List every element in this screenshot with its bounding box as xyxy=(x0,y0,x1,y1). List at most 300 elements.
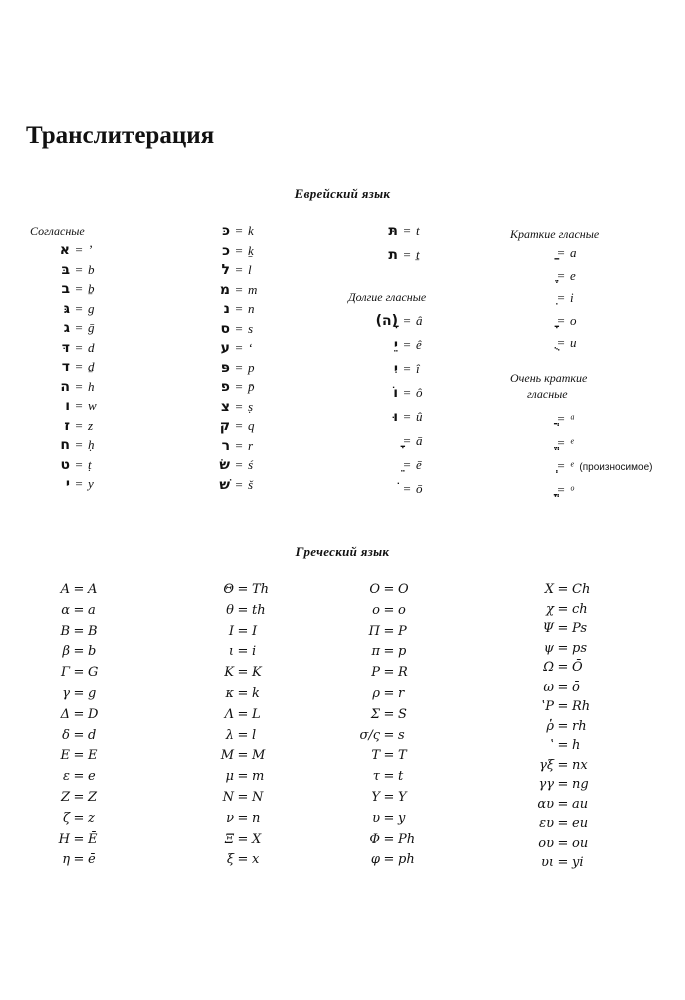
transliteration: ṯ xyxy=(416,247,420,262)
source-letter: ʽΡ xyxy=(541,699,554,714)
source-letter: פּ xyxy=(220,359,230,376)
hebrew-long-vowel-row xyxy=(368,433,423,451)
greek-letter-row xyxy=(40,707,98,725)
transliteration: p xyxy=(248,359,255,375)
equals-sign: = xyxy=(403,337,411,352)
source-letter: כ xyxy=(222,242,230,259)
source-letter: φ xyxy=(370,852,380,868)
hebrew-long-vowel-row xyxy=(368,385,423,403)
hebrew-consonant-row xyxy=(368,223,420,241)
transliteration: Z xyxy=(88,790,98,805)
transliteration: r xyxy=(248,437,254,453)
equals-sign: = xyxy=(557,582,569,597)
source-letter: Ε xyxy=(60,748,70,764)
source-letter: Ρ xyxy=(371,665,380,681)
transliteration: i xyxy=(570,290,574,305)
equals-sign: = xyxy=(235,437,243,453)
equals-sign: = xyxy=(383,582,395,597)
equals-sign: = xyxy=(383,665,395,681)
source-letter: ל xyxy=(221,262,230,278)
transliteration: r xyxy=(398,686,405,701)
transliteration: ê xyxy=(416,337,422,352)
greek-section-title: Греческий язык xyxy=(295,544,390,559)
source-letter: υ xyxy=(372,810,380,826)
source-letter: Ι xyxy=(228,623,234,639)
transliteration: d xyxy=(88,727,97,743)
equals-sign: = xyxy=(73,790,85,805)
equals-sign: = xyxy=(557,290,565,305)
source-letter xyxy=(528,335,552,351)
greek-letter-row xyxy=(40,686,96,704)
transliteration: X xyxy=(252,831,262,847)
hebrew-consonant-row xyxy=(368,247,420,265)
greek-letter-row xyxy=(520,738,580,756)
transliteration: x xyxy=(252,852,260,868)
transliteration: ḥ xyxy=(88,437,95,452)
hebrew-consonant-row xyxy=(200,340,252,358)
source-letter: ה xyxy=(60,378,70,395)
source-letter: γγ xyxy=(538,777,554,792)
equals-sign: = xyxy=(557,816,569,831)
source-letter: Λ xyxy=(224,706,234,722)
equals-sign: = xyxy=(557,660,569,675)
equals-sign: = xyxy=(237,644,249,660)
transliteration: ps xyxy=(572,640,587,656)
source-letter: Ν xyxy=(222,790,234,805)
equals-sign: = xyxy=(237,623,249,639)
greek-letter-row xyxy=(40,644,96,662)
transliteration: D xyxy=(88,706,99,722)
greek-letter-row xyxy=(200,811,260,829)
greek-letter-row xyxy=(340,665,408,683)
transliteration: N xyxy=(252,790,264,805)
transliteration: o xyxy=(398,602,406,618)
hebrew-short-vowel-row xyxy=(528,268,576,286)
transliteration: th xyxy=(252,602,266,618)
equals-sign: = xyxy=(403,457,411,472)
hebrew-long-vowel-row xyxy=(368,409,423,427)
source-letter: Τ xyxy=(371,748,380,764)
hebrew-consonant-row xyxy=(40,476,94,494)
equals-sign: = xyxy=(383,686,395,701)
transliteration: n xyxy=(252,810,261,826)
equals-sign: = xyxy=(75,281,83,296)
equals-sign: = xyxy=(73,623,85,639)
source-letter xyxy=(368,481,398,497)
transliteration: ʻ xyxy=(248,340,253,355)
very-short-vowels-label-2: гласные xyxy=(527,387,568,401)
very-short-vowels-label-1: Очень краткие xyxy=(510,371,588,385)
transliteration: yi xyxy=(572,855,584,870)
transliteration: l xyxy=(248,262,252,277)
greek-letter-row xyxy=(200,624,257,642)
greek-letter-row xyxy=(520,582,590,600)
greek-letter-row xyxy=(340,644,406,662)
source-letter: Υ xyxy=(371,790,380,805)
equals-sign: = xyxy=(75,378,83,394)
transliteration: rh xyxy=(572,718,587,734)
greek-letter-row xyxy=(340,582,409,600)
source-letter: θ xyxy=(226,602,234,618)
equals-sign: = xyxy=(75,398,83,413)
source-letter: ω xyxy=(543,679,554,695)
transliteration: ē xyxy=(416,457,422,472)
equals-sign: = xyxy=(557,481,565,497)
equals-sign: = xyxy=(237,810,249,826)
hebrew-consonant-row xyxy=(40,320,95,338)
greek-letter-row xyxy=(340,728,405,746)
equals-sign: = xyxy=(383,790,395,805)
greek-letter-row xyxy=(340,603,406,621)
source-letter: π xyxy=(371,644,380,660)
transliteration: Ē xyxy=(88,831,98,847)
transliteration: ô xyxy=(416,385,423,400)
equals-sign: = xyxy=(237,665,249,681)
source-letter xyxy=(368,457,398,473)
source-letter: ע xyxy=(220,340,230,356)
source-letter: λ xyxy=(225,727,234,743)
hebrew-consonant-row xyxy=(40,398,97,416)
transliteration: u xyxy=(570,335,577,350)
equals-sign: = xyxy=(235,418,243,433)
hebrew-consonant-row xyxy=(200,457,253,475)
equals-sign: = xyxy=(383,852,395,868)
transliteration: g xyxy=(88,686,97,701)
source-letter: ג xyxy=(63,320,70,336)
short-vowels-label: Краткие гласные xyxy=(510,227,600,241)
transliteration: q xyxy=(248,418,255,433)
source-letter xyxy=(528,458,552,474)
transliteration: ō xyxy=(572,679,580,695)
source-letter: η xyxy=(62,852,70,868)
source-letter: σ/ς xyxy=(359,727,380,743)
equals-sign: = xyxy=(75,261,83,277)
greek-letter-row xyxy=(40,769,96,787)
greek-letter-row xyxy=(200,582,269,600)
source-letter: ευ xyxy=(539,816,554,831)
equals-sign: = xyxy=(237,790,249,805)
source-letter: κ xyxy=(225,686,234,701)
source-letter: Γ xyxy=(60,665,70,681)
transliteration: K xyxy=(252,665,262,681)
hebrew-long-vowel-row xyxy=(368,481,423,499)
transliteration: t xyxy=(416,223,420,238)
transliteration: h xyxy=(88,378,95,394)
source-letter xyxy=(528,435,552,451)
greek-letter-row xyxy=(200,769,264,787)
equals-sign: = xyxy=(237,748,249,764)
equals-sign: = xyxy=(237,852,249,868)
transliteration: ᵉ xyxy=(570,458,574,473)
equals-sign: = xyxy=(237,686,249,701)
equals-sign: = xyxy=(73,810,85,826)
source-letter: יֵ xyxy=(393,337,398,353)
equals-sign: = xyxy=(73,665,85,681)
transliteration: ō xyxy=(416,481,423,496)
hebrew-long-vowel-row xyxy=(368,361,420,379)
source-letter: ξ xyxy=(226,852,234,868)
equals-sign: = xyxy=(73,769,85,785)
transliteration: p xyxy=(398,644,407,660)
hebrew-section-title: Еврейский язык xyxy=(294,186,391,201)
transliteration: ou xyxy=(572,835,589,851)
greek-letter-row xyxy=(340,769,403,787)
greek-letter-row xyxy=(520,758,588,776)
hebrew-very-short-vowel-row xyxy=(528,482,574,500)
source-letter: ῥ xyxy=(546,718,554,734)
greek-letter-row xyxy=(340,811,405,829)
hebrew-consonant-row xyxy=(200,243,254,261)
transliteration: î xyxy=(416,361,420,376)
source-letter: (ה)ָ xyxy=(375,313,398,329)
source-letter: Α xyxy=(60,582,70,597)
page-title: Транслитерация xyxy=(26,122,215,149)
equals-sign: = xyxy=(557,855,569,870)
greek-letter-row xyxy=(200,852,259,870)
equals-sign: = xyxy=(237,602,249,618)
hebrew-very-short-vowel-row xyxy=(528,458,652,476)
greek-letter-row xyxy=(520,777,589,795)
hebrew-consonant-row xyxy=(200,360,255,378)
source-letter: ι xyxy=(228,644,234,660)
equals-sign: = xyxy=(557,267,565,283)
transliteration: y xyxy=(88,476,94,491)
hebrew-consonant-row xyxy=(200,223,254,241)
transliteration: l xyxy=(252,727,257,743)
source-letter: בּ xyxy=(61,261,70,278)
transliteration: Th xyxy=(252,582,270,597)
transliteration: z xyxy=(88,810,95,826)
transliteration: ś xyxy=(248,457,254,472)
equals-sign: = xyxy=(73,686,85,701)
hebrew-consonant-row xyxy=(40,242,92,260)
transliteration: b xyxy=(88,261,95,277)
source-letter: ב xyxy=(61,281,70,297)
transliteration: a xyxy=(570,245,577,260)
equals-sign: = xyxy=(237,831,249,847)
greek-letter-row xyxy=(40,811,95,829)
source-letter: Ξ xyxy=(224,831,234,847)
transliteration: L xyxy=(252,706,261,722)
equals-sign: = xyxy=(557,757,569,773)
source-letter: ο xyxy=(372,602,380,618)
transliteration: ᵉ xyxy=(570,434,574,450)
greek-letter-row xyxy=(340,624,407,642)
equals-sign: = xyxy=(557,621,569,636)
transliteration: G xyxy=(88,665,99,681)
greek-letter-row xyxy=(40,790,97,808)
hebrew-long-vowel-row xyxy=(368,337,422,355)
hebrew-consonant-row xyxy=(40,340,95,358)
greek-letter-row xyxy=(520,797,588,815)
source-letter: Κ xyxy=(224,665,234,681)
transliteration: ṣ xyxy=(248,398,254,414)
equals-sign: = xyxy=(75,476,83,491)
transliteration: S xyxy=(398,706,407,722)
source-letter: וּ xyxy=(393,409,398,425)
transliteration: Rh xyxy=(572,699,591,714)
greek-letter-row xyxy=(520,719,587,737)
source-letter: Π xyxy=(368,623,380,639)
pronounced-note: (произносимое) xyxy=(579,462,653,473)
source-letter: Σ xyxy=(370,706,380,722)
source-letter: Ο xyxy=(369,582,380,597)
transliteration: s xyxy=(248,320,254,336)
equals-sign: = xyxy=(557,335,565,350)
greek-letter-row xyxy=(340,832,415,850)
hebrew-consonant-row xyxy=(40,301,95,319)
equals-sign: = xyxy=(403,313,411,328)
equals-sign: = xyxy=(75,339,83,355)
greek-letter-row xyxy=(200,707,261,725)
greek-letter-row xyxy=(40,665,98,683)
source-letter: ψ xyxy=(543,640,554,656)
source-letter: χ xyxy=(546,601,554,617)
equals-sign: = xyxy=(403,247,411,262)
greek-letter-row xyxy=(200,832,261,850)
hebrew-long-vowel-row xyxy=(368,457,422,475)
transliteration: ā xyxy=(416,433,423,448)
equals-sign: = xyxy=(73,727,85,743)
source-letter: כּ xyxy=(222,223,230,239)
equals-sign: = xyxy=(73,602,85,618)
transliteration: ʼ xyxy=(88,242,93,257)
source-letter: Χ xyxy=(544,582,554,597)
hebrew-consonant-row xyxy=(200,438,253,456)
hebrew-consonant-row xyxy=(40,359,95,377)
source-letter: שׁ xyxy=(219,476,230,493)
greek-letter-row xyxy=(520,836,588,854)
equals-sign: = xyxy=(403,385,411,400)
equals-sign: = xyxy=(73,748,85,764)
greek-letter-row xyxy=(40,832,98,850)
transliteration: m xyxy=(248,281,258,297)
transliteration: ch xyxy=(572,601,588,617)
equals-sign: = xyxy=(383,727,395,743)
hebrew-consonant-row xyxy=(40,379,95,397)
equals-sign: = xyxy=(383,769,395,785)
source-letter: γξ xyxy=(539,757,554,773)
transliteration: au xyxy=(572,796,589,812)
greek-letter-row xyxy=(520,699,590,717)
equals-sign: = xyxy=(557,245,565,260)
equals-sign: = xyxy=(403,361,411,376)
source-letter: ז xyxy=(64,417,70,434)
transliteration: E xyxy=(88,748,98,764)
transliteration: Ph xyxy=(398,831,416,847)
equals-sign: = xyxy=(73,831,85,847)
source-letter: צ xyxy=(220,398,230,415)
source-letter: ק xyxy=(219,418,230,434)
source-letter: ου xyxy=(538,835,554,851)
transliteration: R xyxy=(398,665,408,681)
source-letter: Μ xyxy=(220,748,234,764)
transliteration: w xyxy=(88,398,97,413)
equals-sign: = xyxy=(235,262,243,277)
transliteration: T xyxy=(398,748,407,764)
greek-letter-row xyxy=(200,665,262,683)
hebrew-short-vowel-row xyxy=(528,290,574,308)
transliteration: û xyxy=(416,409,423,424)
equals-sign: = xyxy=(235,476,243,492)
transliteration: k xyxy=(248,223,254,238)
equals-sign: = xyxy=(557,777,569,792)
transliteration: š xyxy=(248,476,254,492)
transliteration: e xyxy=(88,769,96,785)
equals-sign: = xyxy=(237,706,249,722)
equals-sign: = xyxy=(75,456,83,472)
source-letter: Β xyxy=(60,623,70,639)
source-letter: ζ xyxy=(62,810,70,826)
transliteration: n xyxy=(248,301,255,316)
source-letter: Η xyxy=(58,831,70,847)
equals-sign: = xyxy=(403,223,411,238)
equals-sign: = xyxy=(235,301,243,316)
transliteration: Ō xyxy=(572,660,583,675)
greek-letter-row xyxy=(520,641,587,659)
equals-sign: = xyxy=(383,810,395,826)
source-letter: ר xyxy=(221,437,230,454)
hebrew-consonant-row xyxy=(200,321,253,339)
consonants-label: Согласные xyxy=(30,224,85,238)
hebrew-consonant-row xyxy=(40,418,93,436)
equals-sign: = xyxy=(75,437,83,452)
greek-letter-row xyxy=(200,790,263,808)
hebrew-consonant-row xyxy=(200,262,252,280)
greek-letter-row xyxy=(200,644,256,662)
transliteration: Ch xyxy=(572,582,591,597)
hebrew-short-vowel-row xyxy=(528,245,577,263)
equals-sign: = xyxy=(557,699,569,714)
source-letter xyxy=(528,313,552,329)
source-letter: μ xyxy=(225,769,234,785)
equals-sign: = xyxy=(73,644,85,660)
transliteration: b xyxy=(88,644,97,660)
source-letter xyxy=(528,245,552,261)
transliteration: nx xyxy=(572,757,588,773)
greek-letter-row xyxy=(200,686,260,704)
equals-sign: = xyxy=(75,359,83,374)
transliteration: a xyxy=(88,602,96,618)
hebrew-consonant-row xyxy=(200,301,255,319)
transliteration: m xyxy=(252,769,265,785)
source-letter: פ xyxy=(220,379,230,395)
greek-letter-row xyxy=(340,790,407,808)
equals-sign: = xyxy=(557,640,569,656)
greek-letter-row xyxy=(200,603,266,621)
source-letter: Φ xyxy=(369,831,380,847)
transliteration: i xyxy=(252,644,257,660)
equals-sign: = xyxy=(235,359,243,375)
transliteration: A xyxy=(88,582,98,597)
hebrew-very-short-vowel-row xyxy=(528,435,573,453)
source-letter: τ xyxy=(372,769,380,785)
transliteration: d xyxy=(88,339,95,355)
source-letter: Θ xyxy=(223,582,234,597)
equals-sign: = xyxy=(557,738,569,753)
greek-letter-row xyxy=(340,852,415,870)
equals-sign: = xyxy=(557,679,569,695)
greek-letter-row xyxy=(40,603,96,621)
source-letter: υι xyxy=(541,855,554,870)
equals-sign: = xyxy=(557,718,569,734)
greek-letter-row xyxy=(520,855,584,873)
transliteration: M xyxy=(252,748,266,764)
source-letter: ד xyxy=(61,359,70,375)
equals-sign: = xyxy=(235,242,243,258)
transliteration: h xyxy=(572,738,581,753)
source-letter: γ xyxy=(62,686,70,701)
